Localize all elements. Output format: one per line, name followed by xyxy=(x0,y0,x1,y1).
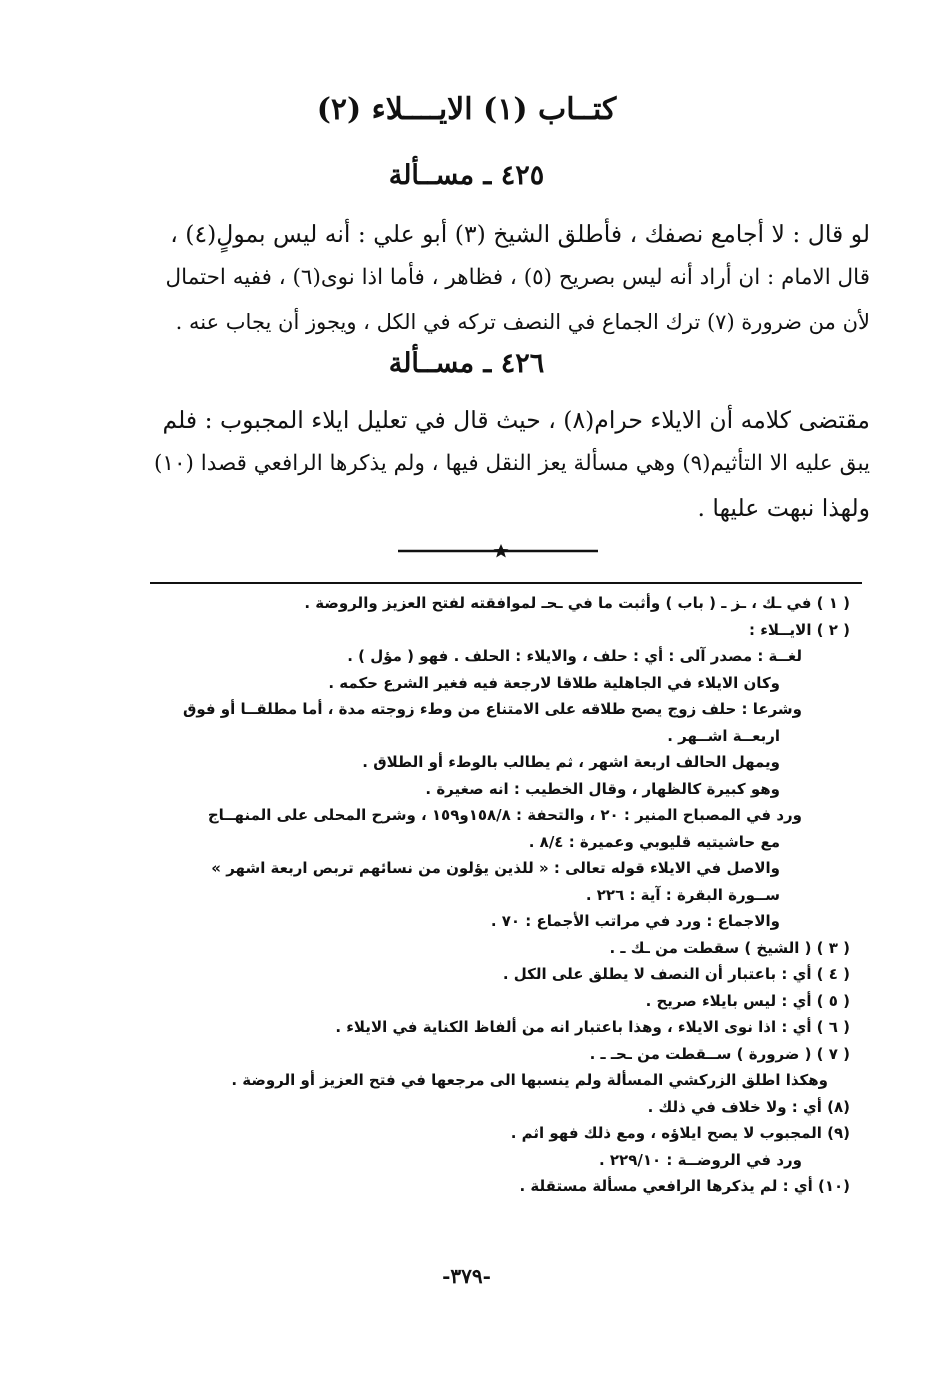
footnote-line: والاجماع : ورد في مراتب الأجماع : ٧٠ . xyxy=(490,912,780,930)
paragraph-line: لو قال : لا أجامع نصفك ، فأطلق الشيخ (٣) أبو علي : أنه ليس بمولٍ(٤) ، xyxy=(170,220,870,248)
chapter-title: كتــاب (١) الايــــلاء (٢) xyxy=(316,92,617,127)
star-divider-icon xyxy=(398,544,598,558)
section-heading-425: ٤٢٥ ـ مســألة xyxy=(388,160,545,191)
footnote-8: (٨) أي : ولا خلاف في ذلك . xyxy=(647,1097,850,1116)
section-paragraph-425 xyxy=(160,212,870,344)
paragraph-line: قال الامام : ان أراد أنه ليس بصريح (٥) ، فظاهر ، فأما اذا نوى(٦) ، ففيه احتمال xyxy=(165,265,870,290)
page-number: -٣٧٩- xyxy=(442,1264,491,1288)
footnote-line: ورد في المصباح المنير : ٢٠ ، والتحفة : ١٥٨/٨و١٥٩ ، وشرح المحلى على المنهــاج xyxy=(207,806,802,824)
paragraph-line: مقتضى كلامه أن الايلاء حرام(٨) ، حيث قال في تعليل ايلاء المجبوب : فلم xyxy=(162,406,870,434)
paragraph-line: يبق عليه الا التأثيم(٩) وهي مسألة يعز النقل فيها ، ولم يذكرها الرافعي قصدا (١٠) xyxy=(154,451,870,476)
footnote-line: اربعــة اشــهر . xyxy=(667,726,780,745)
section-heading-426: ٤٢٦ ـ مســألة xyxy=(388,348,545,379)
footnote-line: ويمهل الحالف اربعة اشهر ، ثم يطالب بالوطء أو الطلاق . xyxy=(362,753,780,771)
footnote-line: لغــة : مصدر آلى : أي : حلف ، والايلاء : الحلف . فهو ( مؤل ) . xyxy=(347,647,802,665)
footnote-6: ( ٦ ) أي : اذا نوى الايلاء ، وهذا باعتبار انه من ألفاظ الكناية في الايلاء . xyxy=(335,1018,850,1036)
footnote-line: وهكذا اطلق الزركشي المسألة ولم ينسبها الى مرجعها في فتح العزيز أو الروضة . xyxy=(231,1071,828,1089)
footnote-line: ورد في الروضــة : ٢٢٩/١٠ . xyxy=(598,1150,802,1169)
footnote-line: ســورة البقرة : آية : ٢٢٦ . xyxy=(585,885,780,904)
footnote-2: ( ٢ ) الايــلاء : xyxy=(748,620,850,639)
footnote-4: ( ٤ ) أي : باعتبار أن النصف لا يطلق على الكل . xyxy=(502,965,850,983)
footnote-1: ( ١ ) في ـك ، ـز ـ ( باب ) وأثبت ما في ـحـ لموافقته لفتح العزيز والروضة . xyxy=(304,594,850,612)
footnote-line: وشرعا : حلف زوج يصح طلاقه على الامتناع من وطء زوجته مدة ، أما مطلقــا أو فوق xyxy=(182,700,802,718)
footnote-5: ( ٥ ) أي : ليس بايلاء صريح . xyxy=(645,991,850,1010)
footnote-line: وهو كبيرة كالظهار ، وقال الخطيب : انه صغيرة . xyxy=(425,779,780,798)
footnote-line: والاصل في الايلاء قوله تعالى : « للذين يؤلون من نسائهم تربص اربعة اشهر » xyxy=(211,859,780,877)
section-paragraph-426 xyxy=(140,398,870,530)
paragraph-line: ولهذا نبهت عليها . xyxy=(697,494,870,522)
footnote-3: ( ٣ ) ( الشيخ ) سقطت من ـك ـ . xyxy=(609,938,850,957)
footnote-7: ( ٧ ) ( ضرورة ) ســقطت من ـحـ ـ . xyxy=(589,1044,850,1063)
footnote-9: (٩) المجبوب لا يصح ايلاؤه ، ومع ذلك فهو اثم . xyxy=(510,1124,850,1142)
footnote-separator xyxy=(150,582,862,584)
footnote-line: مع حاشيتيه قليوبي وعميرة : ٨/٤ . xyxy=(528,832,780,851)
paragraph-line: لأن من ضرورة (٧) ترك الجماع في النصف تركه في الكل ، ويجوز أن يجاب عنه . xyxy=(175,310,870,334)
footnote-line: وكان الايلاء في الجاهلية طلاقا لارجعة فيه فغير الشرع حكمه . xyxy=(328,673,780,692)
footnote-10: (١٠) أي : لم يذكرها الرافعي مسألة مستقلة . xyxy=(519,1177,850,1195)
footnotes xyxy=(145,590,850,1200)
